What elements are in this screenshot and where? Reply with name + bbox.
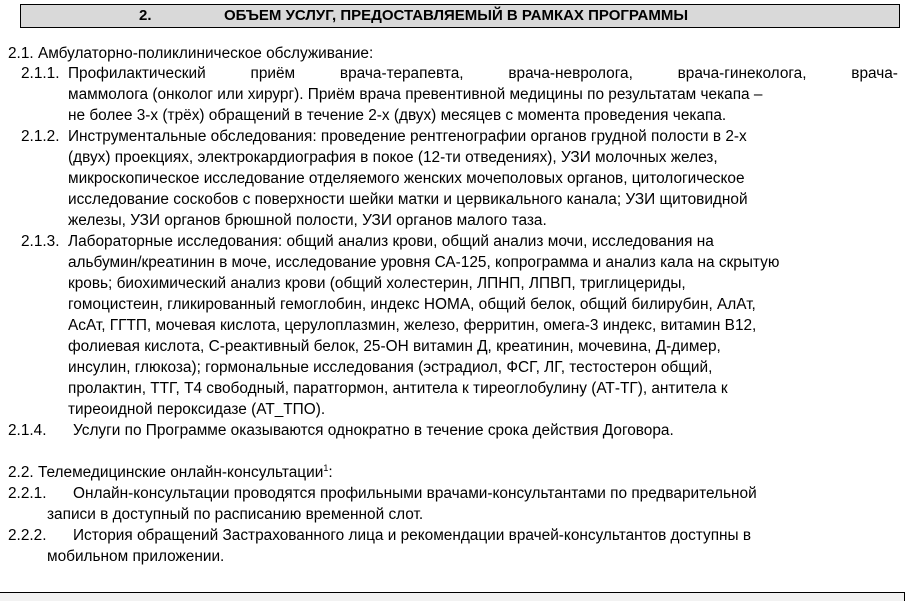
item-2-1-1-word: врача-гинеколога,	[677, 65, 807, 82]
subsection-2-2-heading-colon: :	[328, 464, 333, 481]
item-2-1-1-word: врача-	[851, 65, 898, 82]
item-2-1-1-line-3: не более 3-х (трёх) обращений в течение 2-х (двух) месяцев с момента проведения чекапа.	[68, 107, 727, 124]
subsection-2-1-heading: 2.1. Амбулаторно-поликлиническое обслуживание:	[8, 45, 374, 62]
item-2-1-3-line-3: кровь; биохимический анализ крови (общий холестерин, ЛПНП, ЛПВП, триглицериды,	[68, 275, 686, 292]
item-2-1-3-line-4: гомоцистеин, гликированный гемоглобин, индекс НОМА, общий белок, общий билирубин, АлАт,	[68, 296, 756, 313]
item-2-1-2-line-5: железы, УЗИ органов брюшной полости, УЗИ органов малого таза.	[68, 212, 547, 229]
item-2-1-2-line-4: исследование соскобов с поверхности шейки матки и цервикального канала; УЗИ щитовидной	[68, 191, 748, 208]
subsection-2-2-heading	[8, 463, 333, 484]
item-2-2-2-line-1: История обращений Застрахованного лица и рекомендации врачей-консультантов доступны в	[73, 527, 752, 544]
item-2-1-1-line-1	[68, 64, 898, 85]
footnote-marker[interactable]: 1	[323, 462, 329, 473]
item-2-1-3-line-9: тиреоидной пероксидазе (АТ_ТПО).	[68, 401, 326, 418]
item-2-1-3-line-1: Лабораторные исследования: общий анализ крови, общий анализ мочи, исследования на	[68, 233, 714, 250]
item-2-1-4-number: 2.1.4.	[8, 422, 47, 439]
item-2-1-2-line-1: Инструментальные обследования: проведение рентгенографии органов грудной полости в 2-х	[68, 128, 747, 145]
item-2-1-3-line-5: АсАт, ГГТП, мочевая кислота, церулоплазмин, железо, ферритин, омега-3 индекс, витамин В12,	[68, 317, 757, 334]
section-title: ОБЪЕМ УСЛУГ, ПРЕДОСТАВЛЯЕМЫЙ В РАМКАХ ПРОГРАММЫ	[224, 7, 689, 24]
item-2-1-1-word: врача-терапевта,	[339, 65, 464, 82]
item-2-2-2-number: 2.2.2.	[8, 527, 47, 544]
section-header	[20, 4, 900, 28]
item-2-1-3-line-7: инсулин, глюкоза); гормональные исследования (эстрадиол, ФСГ, ЛГ, тестостерон общий,	[68, 359, 713, 376]
item-2-1-2-number: 2.1.2.	[21, 128, 60, 145]
subsection-2-2-heading-text: 2.2. Телемедицинские онлайн-консультации	[8, 464, 324, 481]
item-2-2-1-line-1: Онлайн-консультации проводятся профильными врачами-консультантами по предварительной	[73, 485, 757, 502]
item-2-1-1-word: Профилактический	[68, 65, 206, 82]
item-2-2-2-line-2: мобильном приложении.	[47, 548, 225, 565]
item-2-1-2-line-3: микроскопическое исследование отделяемого женских мочеполовых органов, цитологическое	[68, 170, 745, 187]
section-number: 2.	[139, 7, 152, 24]
item-2-2-1-line-2: записи в доступный по расписанию временной слот.	[47, 506, 424, 523]
item-2-1-3-line-8: пролактин, ТТГ, Т4 свободный, паратгормон, антитела к тиреоглобулину (АТ-ТГ), антитела к	[68, 380, 728, 397]
item-2-1-1-number: 2.1.1.	[21, 65, 60, 82]
item-2-1-3-line-2: альбумин/креатинин в моче, исследование уровня СА-125, копрограмма и анализ кала на скрытую	[68, 254, 780, 271]
item-2-1-4-text: Услуги по Программе оказываются однократно в течение срока действия Договора.	[73, 422, 674, 439]
item-2-2-1-number: 2.2.1.	[8, 485, 47, 502]
item-2-1-3-number: 2.1.3.	[21, 233, 60, 250]
item-2-1-1-line-2: маммолога (онколог или хирург). Приём врача превентивной медицины по результатам чекапа –	[68, 86, 763, 103]
item-2-1-1-word: приём	[250, 65, 296, 82]
item-2-1-1-word: врача-невролога,	[508, 65, 633, 82]
item-2-1-2-line-2: (двух) проекциях, электрокардиография в покое (12-ти отведениях), УЗИ молочных желез,	[68, 149, 718, 166]
item-2-1-3-line-6: фолиевая кислота, С-реактивный белок, 25-ОН витамин Д, креатинин, мочевина, Д-димер,	[68, 338, 721, 355]
